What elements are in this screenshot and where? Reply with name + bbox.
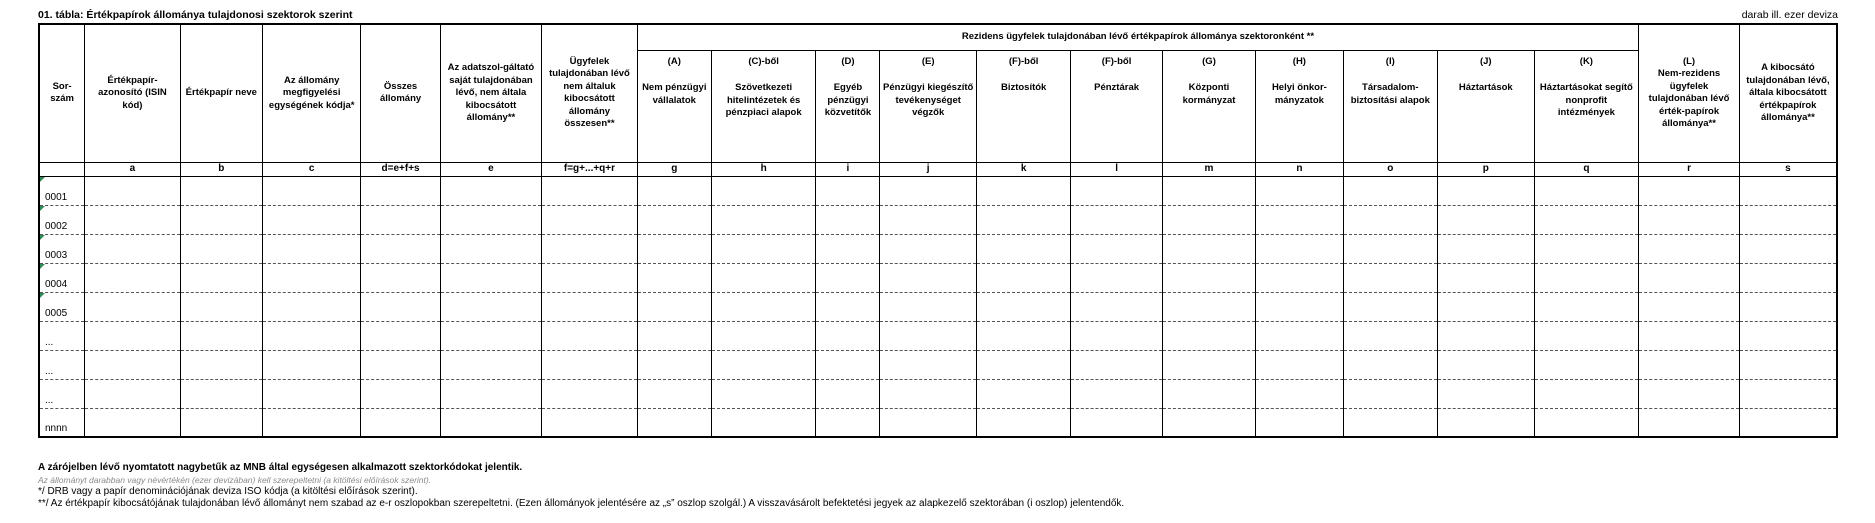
col-header-sector-k <box>1534 50 1639 162</box>
data-cell[interactable] <box>1739 176 1837 205</box>
data-cell[interactable] <box>1438 234 1534 263</box>
data-cell[interactable] <box>262 234 361 263</box>
data-cell[interactable] <box>440 350 542 379</box>
data-cell[interactable] <box>976 379 1070 408</box>
data-cell[interactable] <box>880 350 976 379</box>
row-number <box>39 263 85 292</box>
sector-label: Pénztárak <box>1094 82 1140 93</box>
data-cell[interactable] <box>880 205 976 234</box>
data-cell[interactable] <box>440 379 542 408</box>
data-cell[interactable] <box>1639 292 1740 321</box>
data-cell[interactable] <box>1639 205 1740 234</box>
footnote-units: Az állományt darabban vagy névértékén (ezer devizában) kell szerepeltetni (a kitöltési előírások szerint). <box>38 475 432 485</box>
sector-code: (D) <box>841 55 855 67</box>
data-cell[interactable] <box>180 176 262 205</box>
data-cell[interactable] <box>1438 321 1534 350</box>
letter-cell: l <box>1071 162 1162 176</box>
row-number <box>39 205 85 234</box>
data-cell[interactable] <box>440 176 542 205</box>
table-row <box>39 321 1837 350</box>
data-cell[interactable] <box>880 176 976 205</box>
col-header-nonresident <box>1639 24 1740 162</box>
data-cell[interactable] <box>1438 292 1534 321</box>
data-cell[interactable] <box>1071 321 1162 350</box>
cell-comment-marker <box>40 206 45 211</box>
footnote-star: */ DRB vagy a papír denominációjának deviza ISO kódja (a kitöltési előírások szerint). <box>38 486 418 497</box>
letter-cell: g <box>637 162 711 176</box>
data-cell[interactable] <box>1639 234 1740 263</box>
data-cell[interactable] <box>1343 205 1437 234</box>
data-cell[interactable] <box>85 234 180 263</box>
data-cell[interactable] <box>542 321 637 350</box>
col-header-sector-d <box>816 50 880 162</box>
row-number-text: 0001 <box>45 191 68 203</box>
data-cell[interactable] <box>816 321 880 350</box>
table-row <box>39 350 1837 379</box>
data-cell[interactable] <box>637 205 711 234</box>
sector-code: (G) <box>1202 55 1216 67</box>
data-cell[interactable] <box>976 292 1070 321</box>
data-cell[interactable] <box>1071 176 1162 205</box>
row-number: ... <box>39 379 85 408</box>
col-header-sector-g <box>1162 50 1255 162</box>
data-cell[interactable] <box>1438 263 1534 292</box>
data-cell[interactable] <box>180 292 262 321</box>
data-cell[interactable] <box>1162 263 1255 292</box>
letter-cell: p <box>1438 162 1534 176</box>
data-cell[interactable] <box>637 350 711 379</box>
data-cell[interactable] <box>1343 350 1437 379</box>
row-number <box>39 176 85 205</box>
data-cell[interactable] <box>816 176 880 205</box>
data-cell[interactable] <box>1071 408 1162 437</box>
col-header-isin: Értékpapír-azonosító (ISIN kód) <box>85 24 180 162</box>
data-cell[interactable] <box>1256 408 1343 437</box>
data-cell[interactable] <box>361 321 440 350</box>
cell-comment-marker <box>40 177 45 182</box>
data-cell[interactable] <box>1639 176 1740 205</box>
data-cell[interactable] <box>976 205 1070 234</box>
data-cell[interactable] <box>361 205 440 234</box>
table-row <box>39 234 1837 263</box>
col-header-unit-code: Az állomány megfigyelési egységének kódja* <box>262 24 361 162</box>
data-cell[interactable] <box>1534 350 1639 379</box>
data-cell[interactable] <box>361 350 440 379</box>
row-number-text: 0003 <box>45 249 68 261</box>
data-cell[interactable] <box>1438 350 1534 379</box>
sector-code: (J) <box>1479 55 1492 67</box>
data-cell[interactable] <box>85 408 180 437</box>
col-header-sector-i <box>1343 50 1437 162</box>
data-cell[interactable] <box>542 205 637 234</box>
data-cell[interactable] <box>1438 205 1534 234</box>
sector-label: Biztosítók <box>1000 82 1047 93</box>
col-header-sector-f-funds <box>1071 50 1162 162</box>
col-header-sorszam: Sor-szám <box>39 24 85 162</box>
data-cell[interactable] <box>637 263 711 292</box>
data-cell[interactable] <box>1071 263 1162 292</box>
data-cell[interactable] <box>1162 176 1255 205</box>
data-cell[interactable] <box>1534 176 1639 205</box>
data-cell[interactable] <box>880 379 976 408</box>
data-cell[interactable] <box>816 350 880 379</box>
data-cell[interactable] <box>1256 379 1343 408</box>
sector-code: (F)-ből <box>1101 55 1132 67</box>
data-cell[interactable] <box>1739 292 1837 321</box>
data-cell[interactable] <box>1071 292 1162 321</box>
col-header-sector-j <box>1438 50 1534 162</box>
data-cell[interactable] <box>1639 263 1740 292</box>
data-cell[interactable] <box>1256 234 1343 263</box>
data-cell[interactable] <box>440 292 542 321</box>
column-letters-row <box>39 162 1837 176</box>
data-cell[interactable] <box>542 408 637 437</box>
col-header-sector-h <box>1256 50 1343 162</box>
sector-code: (C)-ből <box>748 55 779 67</box>
data-cell[interactable] <box>262 379 361 408</box>
letter-cell: c <box>262 162 361 176</box>
col-header-name: Értékpapír neve <box>180 24 262 162</box>
letter-cell-empty <box>39 162 85 176</box>
sector-label: Helyi önkor-mányzatok <box>1271 82 1327 106</box>
data-cell[interactable] <box>880 321 976 350</box>
data-cell[interactable] <box>180 205 262 234</box>
data-cell[interactable] <box>361 234 440 263</box>
col-header-own-holdings: Az adatszol-gáltató saját tulajdonában lévő, nem általa kibocsátott állomány** <box>440 24 542 162</box>
data-cell[interactable] <box>440 263 542 292</box>
data-cell[interactable] <box>1739 379 1837 408</box>
letter-cell: o <box>1343 162 1437 176</box>
data-cell[interactable] <box>180 234 262 263</box>
row-number: ... <box>39 350 85 379</box>
data-cell[interactable] <box>1162 408 1255 437</box>
data-cell[interactable] <box>180 263 262 292</box>
data-cell[interactable] <box>1739 263 1837 292</box>
data-cell[interactable] <box>1534 205 1639 234</box>
letter-cell: n <box>1256 162 1343 176</box>
sector-label: Nem pénzügyi vállalatok <box>642 82 707 106</box>
sector-code: (I) <box>1385 55 1395 67</box>
data-cell[interactable] <box>542 234 637 263</box>
table-title: 01. tábla: Értékpapírok állománya tulajdonosi szektorok szerint <box>38 9 353 21</box>
data-cell[interactable] <box>1739 408 1837 437</box>
data-cell[interactable] <box>880 234 976 263</box>
data-cell[interactable] <box>1438 379 1534 408</box>
row-number-text: 0002 <box>45 220 68 232</box>
col-header-total: Összes állomány <box>361 24 440 162</box>
table-row <box>39 292 1837 321</box>
col-header-sector-e <box>880 50 976 162</box>
letter-cell: f=g+...+q+r <box>542 162 637 176</box>
letter-cell: s <box>1739 162 1837 176</box>
data-cell[interactable] <box>1256 176 1343 205</box>
data-cell[interactable] <box>711 350 816 379</box>
data-cell[interactable] <box>1162 292 1255 321</box>
data-cell[interactable] <box>542 176 637 205</box>
data-cell[interactable] <box>361 379 440 408</box>
letter-cell: d=e+f+s <box>361 162 440 176</box>
row-number-text: 0004 <box>45 278 68 290</box>
table-body <box>39 176 1837 437</box>
letter-cell: b <box>180 162 262 176</box>
data-cell[interactable] <box>1343 321 1437 350</box>
data-cell[interactable] <box>1639 350 1740 379</box>
letter-cell: i <box>816 162 880 176</box>
sector-code: (F)-ből <box>1008 55 1039 67</box>
footnote-sector-codes: A zárójelben lévő nyomtatott nagybetűk az MNB által egységesen alkalmazott szektorkódokat jelentik. <box>38 462 523 473</box>
data-cell[interactable] <box>542 263 637 292</box>
letter-cell: q <box>1534 162 1639 176</box>
data-cell[interactable] <box>880 292 976 321</box>
data-cell[interactable] <box>1162 350 1255 379</box>
data-cell[interactable] <box>361 263 440 292</box>
data-cell[interactable] <box>976 176 1070 205</box>
data-cell[interactable] <box>976 263 1070 292</box>
table-header-bar <box>38 9 1838 23</box>
data-cell[interactable] <box>1071 350 1162 379</box>
data-cell[interactable] <box>816 379 880 408</box>
data-cell[interactable] <box>1256 350 1343 379</box>
data-cell[interactable] <box>85 176 180 205</box>
data-cell[interactable] <box>361 292 440 321</box>
data-cell[interactable] <box>1162 379 1255 408</box>
data-cell[interactable] <box>816 263 880 292</box>
data-cell[interactable] <box>976 408 1070 437</box>
sector-label: Egyéb pénzügyi közvetítők <box>824 82 872 118</box>
data-cell[interactable] <box>711 408 816 437</box>
data-cell[interactable] <box>1534 408 1639 437</box>
data-cell[interactable] <box>711 379 816 408</box>
data-cell[interactable] <box>361 408 440 437</box>
data-cell[interactable] <box>440 234 542 263</box>
data-cell[interactable] <box>85 205 180 234</box>
data-cell[interactable] <box>1071 205 1162 234</box>
data-cell[interactable] <box>637 321 711 350</box>
col-header-issuer: A kibocsátó tulajdonában lévő, általa kibocsátott értékpapírok állománya** <box>1739 24 1837 162</box>
data-cell[interactable] <box>1162 321 1255 350</box>
data-cell[interactable] <box>1438 408 1534 437</box>
letter-cell: j <box>880 162 976 176</box>
sector-label: Pénzügyi kiegészítő tevékenységet végzők <box>883 82 974 118</box>
table-row <box>39 205 1837 234</box>
cell-comment-marker <box>40 235 45 240</box>
data-cell[interactable] <box>1343 176 1437 205</box>
data-cell[interactable] <box>1256 321 1343 350</box>
sector-code-l: (L) <box>1682 55 1696 67</box>
data-cell[interactable] <box>816 292 880 321</box>
data-cell[interactable] <box>262 292 361 321</box>
data-cell[interactable] <box>1534 292 1639 321</box>
data-cell[interactable] <box>262 263 361 292</box>
data-cell[interactable] <box>85 321 180 350</box>
col-header-sector-f-insurers <box>976 50 1070 162</box>
data-cell[interactable] <box>637 234 711 263</box>
sector-label: Szövetkezeti hitelintézetek és pénzpiaci alapok <box>725 82 802 118</box>
sector-code: (H) <box>1292 55 1306 67</box>
data-cell[interactable] <box>816 205 880 234</box>
col-header-sector-c <box>711 50 816 162</box>
cell-comment-marker <box>40 264 45 269</box>
row-number: ... <box>39 321 85 350</box>
data-cell[interactable] <box>440 205 542 234</box>
row-number-text: 0005 <box>45 307 68 319</box>
data-cell[interactable] <box>816 408 880 437</box>
data-cell[interactable] <box>1639 408 1740 437</box>
table-row <box>39 176 1837 205</box>
data-cell[interactable] <box>180 321 262 350</box>
col-header-sector-a <box>637 50 711 162</box>
sector-code: (K) <box>1579 55 1593 67</box>
data-cell[interactable] <box>711 234 816 263</box>
data-cell[interactable] <box>880 263 976 292</box>
data-cell[interactable] <box>85 350 180 379</box>
table-row <box>39 379 1837 408</box>
data-cell[interactable] <box>1162 234 1255 263</box>
letter-cell: a <box>85 162 180 176</box>
sector-code: (A) <box>667 55 681 67</box>
sector-code: (E) <box>921 55 935 67</box>
data-cell[interactable] <box>262 350 361 379</box>
row-number <box>39 292 85 321</box>
data-cell[interactable] <box>262 205 361 234</box>
data-cell[interactable] <box>637 292 711 321</box>
data-cell[interactable] <box>1343 263 1437 292</box>
data-cell[interactable] <box>1534 234 1639 263</box>
data-cell[interactable] <box>361 176 440 205</box>
letter-cell: m <box>1162 162 1255 176</box>
data-cell[interactable] <box>711 263 816 292</box>
data-cell[interactable] <box>180 350 262 379</box>
data-cell[interactable] <box>711 205 816 234</box>
data-cell[interactable] <box>1534 263 1639 292</box>
data-cell[interactable] <box>976 234 1070 263</box>
data-cell[interactable] <box>1343 292 1437 321</box>
sector-label: Háztartások <box>1458 82 1513 93</box>
sector-label: Társadalom-biztosítási alapok <box>1350 82 1430 106</box>
footnotes <box>38 462 1838 510</box>
data-cell[interactable] <box>1639 379 1740 408</box>
data-cell[interactable] <box>262 321 361 350</box>
data-cell[interactable] <box>976 321 1070 350</box>
data-cell[interactable] <box>1256 263 1343 292</box>
data-cell[interactable] <box>262 176 361 205</box>
sector-holdings-table <box>38 23 1838 438</box>
sector-label: Háztartásokat segítő nonprofit intézmények <box>1539 82 1633 118</box>
data-cell[interactable] <box>180 408 262 437</box>
data-cell[interactable] <box>262 408 361 437</box>
data-cell[interactable] <box>1438 176 1534 205</box>
data-cell[interactable] <box>85 292 180 321</box>
data-cell[interactable] <box>1343 234 1437 263</box>
data-cell[interactable] <box>1071 234 1162 263</box>
col-header-resident-group: Rezidens ügyfelek tulajdonában lévő értékpapírok állománya szektoronként ** <box>637 24 1639 50</box>
data-cell[interactable] <box>711 292 816 321</box>
table-row <box>39 408 1837 437</box>
data-cell[interactable] <box>1534 321 1639 350</box>
data-cell[interactable] <box>637 379 711 408</box>
data-cell[interactable] <box>440 321 542 350</box>
data-cell[interactable] <box>1071 379 1162 408</box>
data-cell[interactable] <box>816 234 880 263</box>
letter-cell: r <box>1639 162 1740 176</box>
data-cell[interactable] <box>711 321 816 350</box>
data-cell[interactable] <box>542 350 637 379</box>
row-number: nnnn <box>39 408 85 437</box>
data-cell[interactable] <box>85 379 180 408</box>
data-cell[interactable] <box>85 263 180 292</box>
letter-cell: e <box>440 162 542 176</box>
data-cell[interactable] <box>1534 379 1639 408</box>
data-cell[interactable] <box>976 350 1070 379</box>
sector-label: Központi kormányzat <box>1182 82 1236 106</box>
data-cell[interactable] <box>542 379 637 408</box>
data-cell[interactable] <box>1639 321 1740 350</box>
letter-cell: h <box>711 162 816 176</box>
data-cell[interactable] <box>1739 350 1837 379</box>
letter-cell: k <box>976 162 1070 176</box>
data-cell[interactable] <box>637 408 711 437</box>
data-cell[interactable] <box>711 176 816 205</box>
data-cell[interactable] <box>1343 379 1437 408</box>
cell-comment-marker <box>40 293 45 298</box>
data-cell[interactable] <box>542 292 637 321</box>
unit-label: darab ill. ezer deviza <box>1741 9 1838 21</box>
data-cell[interactable] <box>880 408 976 437</box>
row-number <box>39 234 85 263</box>
data-cell[interactable] <box>1256 292 1343 321</box>
data-cell[interactable] <box>1343 408 1437 437</box>
data-cell[interactable] <box>1739 321 1837 350</box>
data-cell[interactable] <box>180 379 262 408</box>
data-cell[interactable] <box>1162 205 1255 234</box>
nonresident-label: Nem-rezidens ügyfelek tulajdonában lévő érték-papírok állománya** <box>1648 68 1730 130</box>
table-row <box>39 263 1837 292</box>
data-cell[interactable] <box>1739 234 1837 263</box>
data-cell[interactable] <box>1739 205 1837 234</box>
col-header-client-total: Ügyfelek tulajdonában lévő nem általuk kibocsátott állomány összesen** <box>542 24 637 162</box>
data-cell[interactable] <box>440 408 542 437</box>
data-cell[interactable] <box>637 176 711 205</box>
footnote-double-star: **/ Az értékpapír kibocsátójának tulajdonában lévő állományt nem szabad az e-r oszlopokban szerepeltetni. (Ezen állományok jelentésére az „s” oszlop szolgál.) A visszavásárolt befektetési jegyek az alapkezelő szektorában (i oszlop) jelentendők. <box>38 498 1125 509</box>
data-cell[interactable] <box>1256 205 1343 234</box>
